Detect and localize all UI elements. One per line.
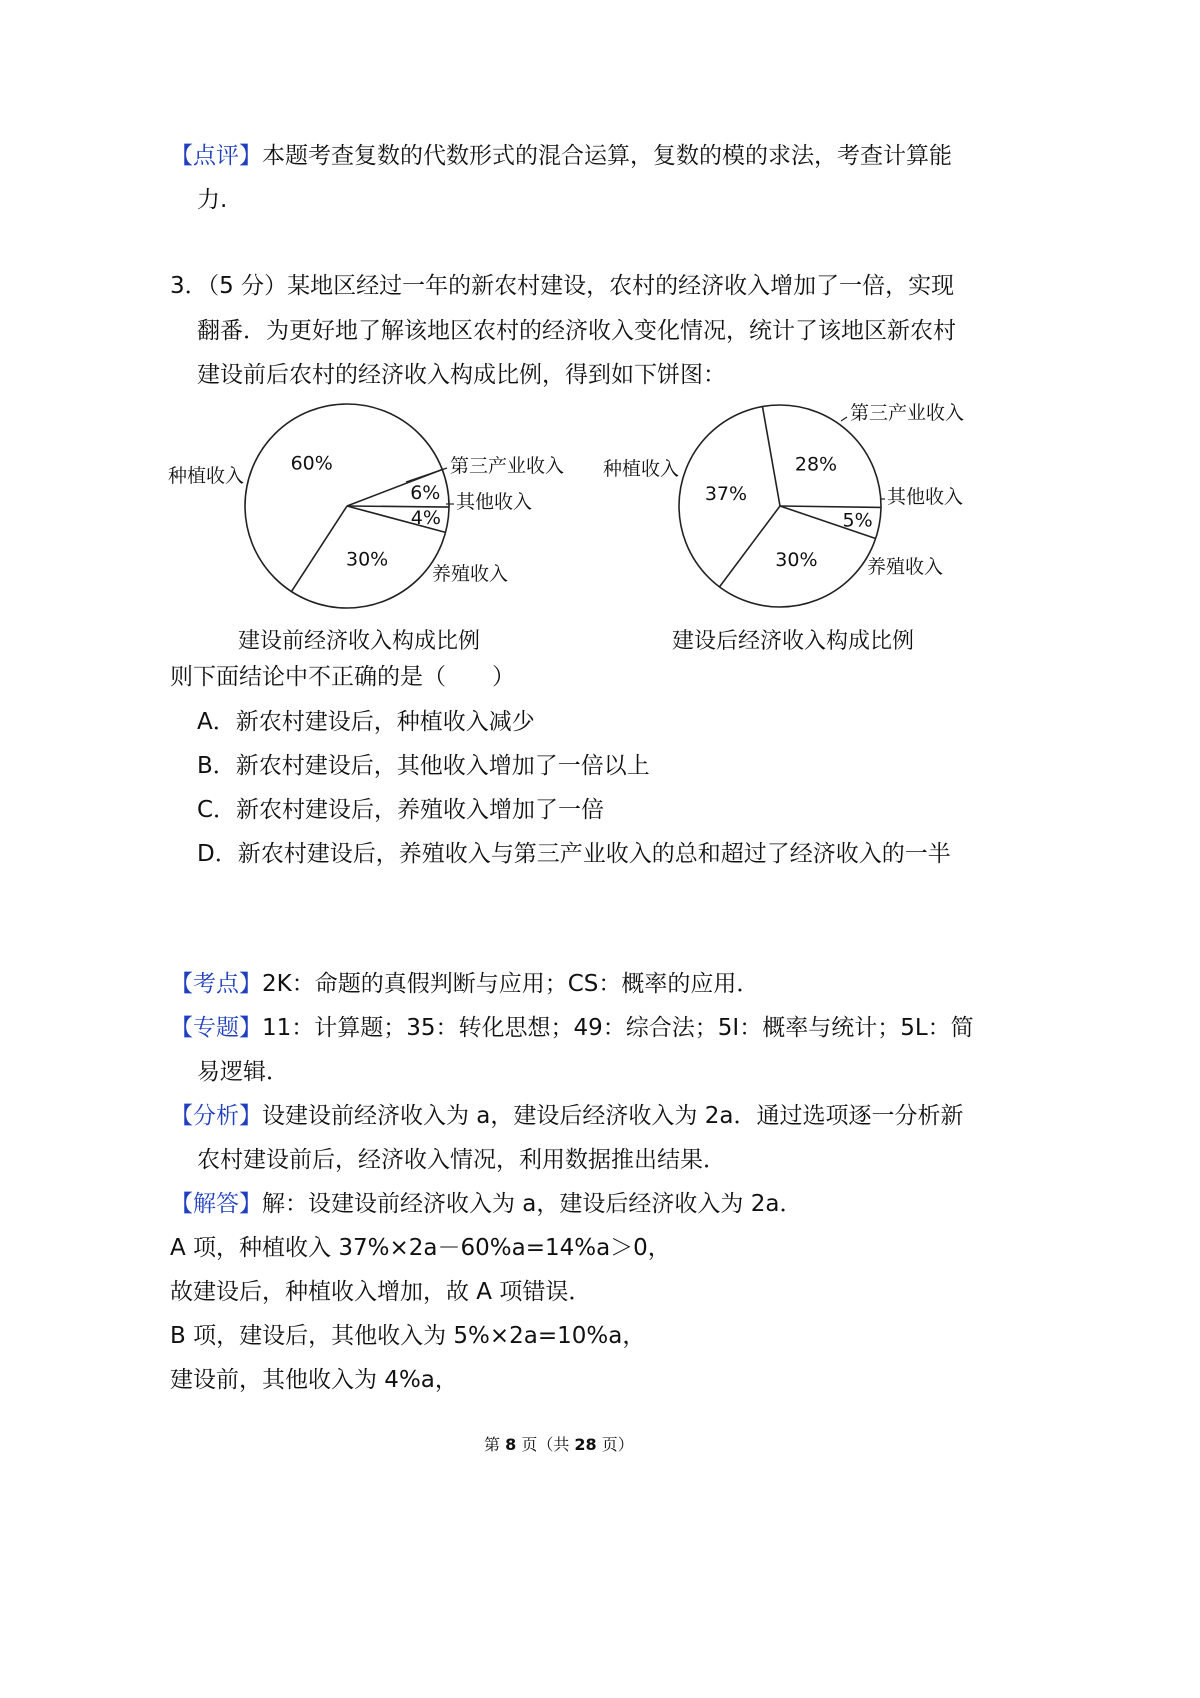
page-footer: [484, 1432, 634, 1455]
option-d: D．新农村建设后，养殖收入与第三产业收入的总和超过了经济收入的一半: [197, 841, 951, 867]
pie-category-label: 种植收入: [603, 458, 680, 480]
review-tag: 【点评】: [170, 143, 262, 169]
pie-category-label: 第三产业收入: [850, 402, 965, 424]
solution-step-3: B 项，建设后，其他收入为 5%×2a=10%a，: [170, 1323, 646, 1349]
question-line-3: 建设前后农村的经济收入构成比例，得到如下饼图：: [197, 362, 726, 388]
question-line-1: 3．（5 分）某地区经过一年的新农村建设，农村的经济收入增加了一倍，实现: [170, 273, 955, 299]
jieda-line: [170, 1189, 802, 1219]
pie-before-svg: [160, 400, 580, 630]
pie-category-label: 其他收入: [887, 486, 964, 508]
pie-slice-percent: 30%: [775, 549, 818, 572]
zhuanti-text-1: 11：计算题；35：转化思想；49：综合法；5I：概率与统计；5L：简: [262, 1015, 974, 1041]
review-line-2: 力.: [197, 187, 228, 213]
solution-step-2: 故建设后，种植收入增加，故 A 项错误．: [170, 1279, 592, 1305]
kaodian-tag: 【考点】: [170, 971, 262, 997]
solution-step-4: 建设前，其他收入为 4%a，: [170, 1367, 458, 1393]
footer-prefix: 第: [484, 1435, 506, 1454]
footer-middle: 页（共: [516, 1435, 575, 1454]
pie-category-label: 养殖收入: [867, 556, 944, 578]
fenxi-line-1: [170, 1101, 963, 1131]
pie-category-label: 第三产业收入: [450, 455, 565, 477]
option-b: B．新农村建设后，其他收入增加了一倍以上: [197, 753, 650, 779]
pie-after-svg: [595, 395, 1015, 625]
option-c: C．新农村建设后，养殖收入增加了一倍: [197, 797, 605, 823]
fenxi-line-2: 农村建设前后，经济收入情况，利用数据推出结果．: [197, 1147, 726, 1173]
pie-slice-percent: 4%: [410, 506, 441, 529]
fenxi-tag: 【分析】: [170, 1103, 262, 1129]
pie-leader-line: [841, 417, 847, 421]
pie-category-label: 养殖收入: [432, 563, 509, 585]
solution-step-1: A 项，种植收入 37%×2a－60%a=14%a＞0，: [170, 1235, 671, 1261]
zhuanti-line-2: 易逻辑．: [197, 1059, 289, 1085]
footer-total: 28: [574, 1435, 597, 1454]
review-text-1: 本题考查复数的代数形式的混合运算，复数的模的求法，考查计算能: [262, 143, 952, 169]
pie-slice-percent: 30%: [345, 548, 389, 571]
fenxi-text-1: 设建设前经济收入为 a，建设后经济收入为 2a．通过选项逐一分析新: [262, 1103, 964, 1129]
pie-chart-before: [160, 400, 580, 634]
footer-page: 8: [505, 1435, 517, 1454]
pie-chart-after: [595, 395, 1015, 629]
zhuanti-tag: 【专题】: [170, 1015, 262, 1041]
pie-after-title: 建设后经济收入构成比例: [672, 629, 915, 654]
jieda-text: 解：设建设前经济收入为 a，建设后经济收入为 2a．: [262, 1191, 803, 1217]
pie-category-label: 其他收入: [456, 491, 533, 513]
pie-before-title: 建设前经济收入构成比例: [238, 629, 481, 654]
question-line-2: 翻番．为更好地了解该地区农村的经济收入变化情况，统计了该地区新农村: [197, 318, 956, 344]
pie-slice-percent: 6%: [410, 481, 441, 504]
pie-slice-percent: 37%: [704, 483, 748, 506]
pie-slice-percent: 60%: [290, 452, 333, 475]
zhuanti-line-1: [170, 1013, 974, 1043]
question-prompt: 则下面结论中不正确的是（ ）: [170, 664, 515, 690]
jieda-tag: 【解答】: [170, 1191, 262, 1217]
review-line-1: [170, 141, 952, 171]
pie-slice-percent: 5%: [842, 509, 873, 532]
pie-slice-percent: 28%: [794, 453, 838, 476]
option-a: A．新农村建设后，种植收入减少: [197, 709, 535, 735]
footer-suffix: 页）: [596, 1435, 634, 1454]
kaodian-text: 2K：命题的真假判断与应用；CS：概率的应用．: [262, 971, 760, 997]
pie-category-label: 种植收入: [168, 465, 245, 487]
kaodian-line: [170, 969, 759, 999]
